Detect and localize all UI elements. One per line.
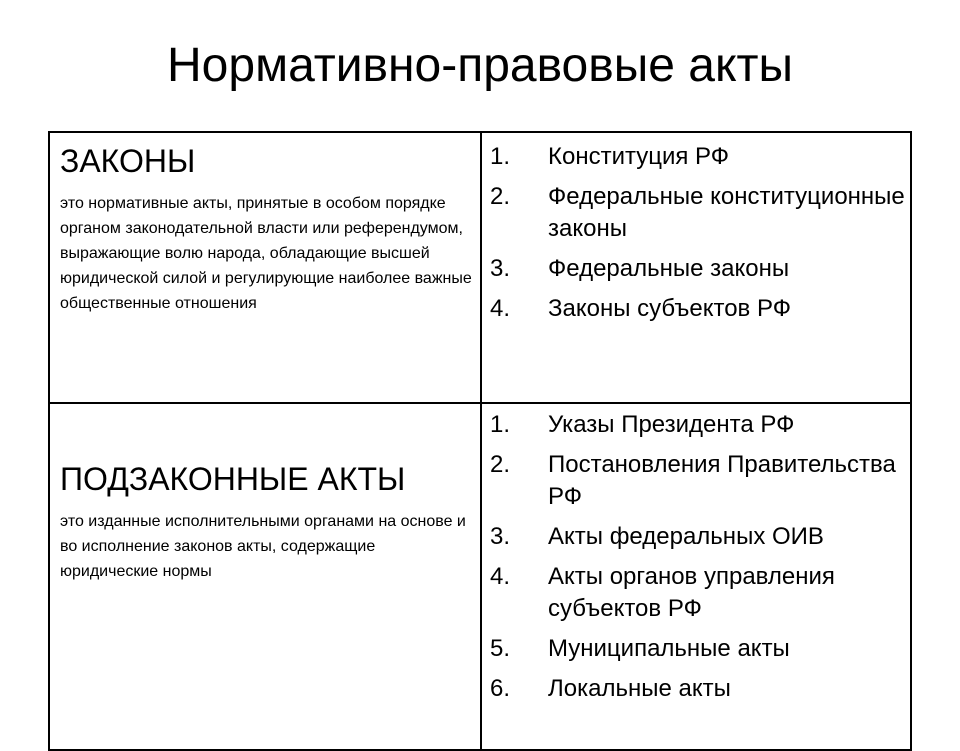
list-item bbox=[490, 409, 908, 441]
bylaws-list-cell bbox=[490, 409, 908, 713]
item-text: Федеральные конституционные законы bbox=[548, 183, 905, 242]
item-text: Акты органов управления субъектов РФ bbox=[548, 563, 835, 622]
item-number: 2. bbox=[490, 183, 511, 210]
bylaws-description: это изданные исполнительными органами на основе и во исполнение законов акты, содержащие юридические нормы bbox=[60, 513, 466, 580]
bylaws-definition-cell bbox=[60, 459, 474, 584]
list-item bbox=[490, 181, 908, 245]
item-number: 5. bbox=[490, 635, 511, 662]
acts-table bbox=[48, 131, 912, 751]
list-item bbox=[490, 141, 908, 173]
item-text: Конституция РФ bbox=[548, 143, 730, 170]
row-divider bbox=[50, 402, 910, 404]
column-divider bbox=[480, 133, 482, 749]
laws-definition-cell bbox=[60, 141, 474, 399]
item-text: Федеральные законы bbox=[548, 255, 790, 282]
page-title: Нормативно-правовые акты bbox=[167, 39, 793, 92]
list-item bbox=[490, 449, 908, 513]
bylaws-list bbox=[490, 409, 908, 705]
item-number: 6. bbox=[490, 675, 511, 702]
item-number: 2. bbox=[490, 451, 511, 478]
laws-list-cell bbox=[490, 141, 908, 333]
list-item bbox=[490, 673, 908, 705]
item-text: Постановления Правительства РФ bbox=[548, 451, 896, 510]
item-text: Муниципальные акты bbox=[548, 635, 790, 662]
list-item bbox=[490, 633, 908, 665]
item-text: Указы Президента РФ bbox=[548, 411, 795, 438]
item-number: 3. bbox=[490, 523, 511, 550]
list-item bbox=[490, 561, 908, 625]
item-number: 3. bbox=[490, 255, 511, 282]
item-number: 1. bbox=[490, 143, 511, 170]
item-number: 4. bbox=[490, 295, 511, 322]
bylaws-heading: ПОДЗАКОННЫЕ АКТЫ bbox=[60, 461, 406, 497]
laws-description: это нормативные акты, принятые в особом порядке органом законодательной власти или референдумом, выражающие волю народа, обладающие высшей юридической силой и регулирующие наиболее важные общественные отношения bbox=[60, 195, 472, 312]
list-item bbox=[490, 293, 908, 325]
list-item bbox=[490, 253, 908, 285]
item-number: 4. bbox=[490, 563, 511, 590]
item-text: Законы субъектов РФ bbox=[548, 295, 791, 322]
item-number: 1. bbox=[490, 411, 511, 438]
item-text: Локальные акты bbox=[548, 675, 731, 702]
laws-list bbox=[490, 141, 908, 325]
list-item bbox=[490, 521, 908, 553]
item-text: Акты федеральных ОИВ bbox=[548, 523, 824, 550]
laws-heading: ЗАКОНЫ bbox=[60, 143, 196, 179]
